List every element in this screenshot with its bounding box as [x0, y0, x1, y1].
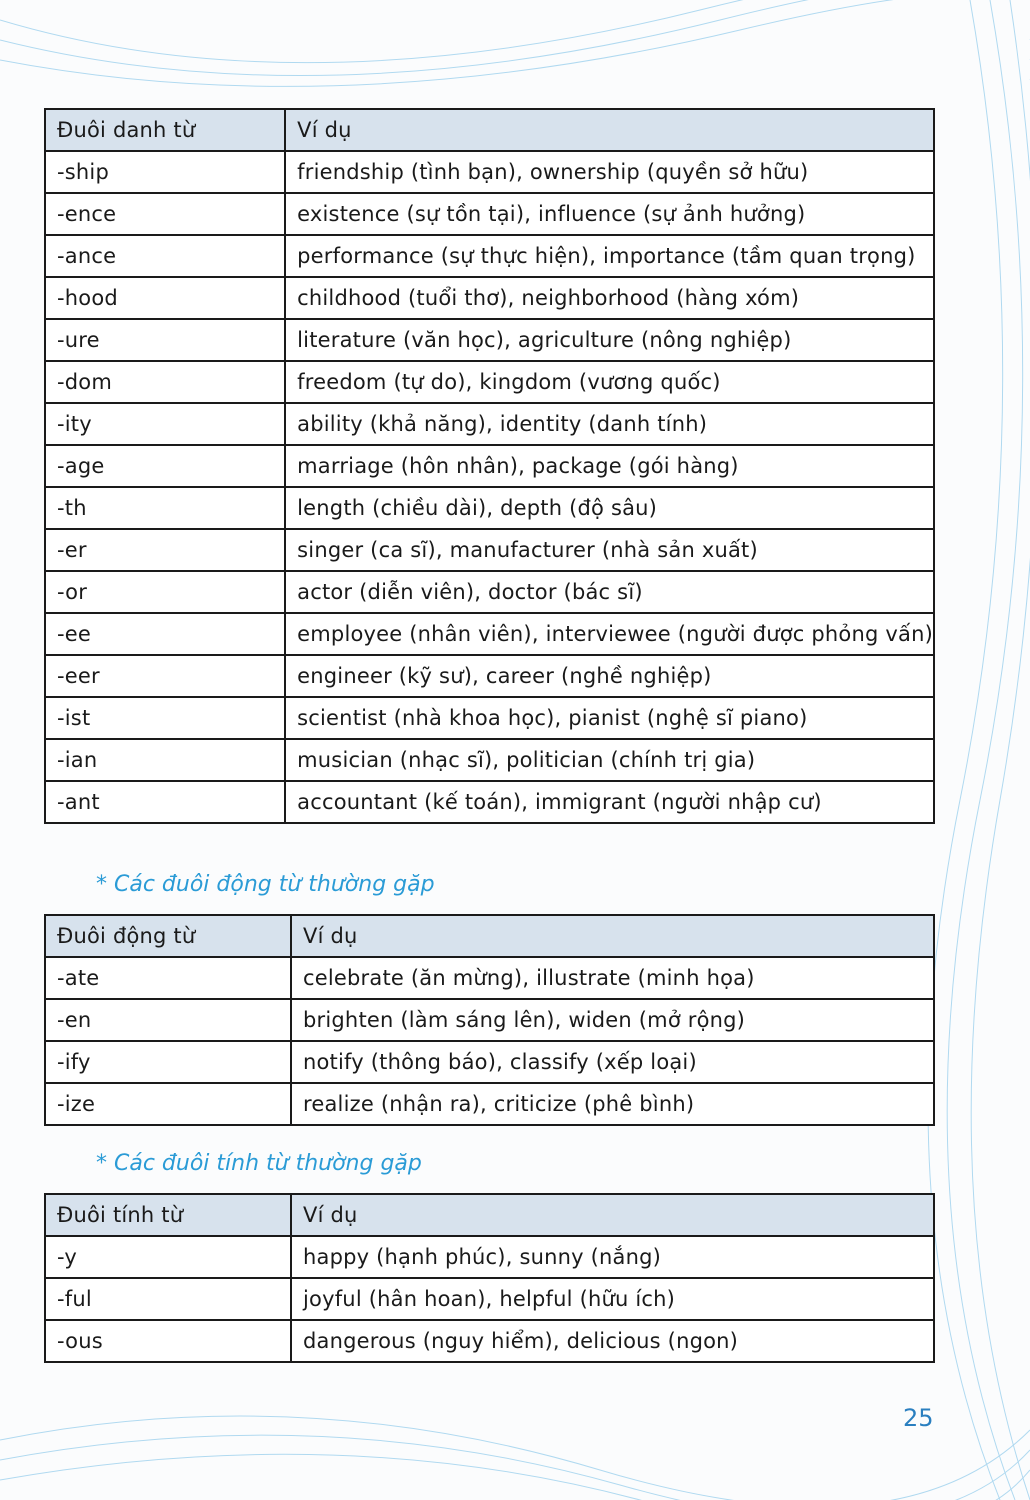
noun-suffix-table	[44, 108, 935, 824]
table-row	[45, 529, 934, 571]
header-suffix: Đuôi tính từ	[45, 1194, 291, 1236]
example-cell: celebrate (ăn mừng), illustrate (minh họa)	[291, 957, 934, 999]
suffix-cell: -th	[45, 487, 285, 529]
suffix-cell: -ship	[45, 151, 285, 193]
table-row	[45, 319, 934, 361]
example-cell: actor (diễn viên), doctor (bác sĩ)	[285, 571, 934, 613]
example-cell: employee (nhân viên), interviewee (người được phỏng vấn)	[285, 613, 934, 655]
header-example: Ví dụ	[285, 109, 934, 151]
example-cell: marriage (hôn nhân), package (gói hàng)	[285, 445, 934, 487]
table-row	[45, 957, 934, 999]
suffix-cell: -ity	[45, 403, 285, 445]
page-number: 25	[903, 1404, 934, 1432]
header-example: Ví dụ	[291, 1194, 934, 1236]
table-row	[45, 1278, 934, 1320]
suffix-cell: -ify	[45, 1041, 291, 1083]
table-row	[45, 403, 934, 445]
suffix-cell: -hood	[45, 277, 285, 319]
example-cell: childhood (tuổi thơ), neighborhood (hàng xóm)	[285, 277, 934, 319]
example-cell: accountant (kế toán), immigrant (người nhập cư)	[285, 781, 934, 823]
suffix-cell: -er	[45, 529, 285, 571]
example-cell: existence (sự tồn tại), influence (sự ảnh hưởng)	[285, 193, 934, 235]
suffix-cell: -or	[45, 571, 285, 613]
example-cell: freedom (tự do), kingdom (vương quốc)	[285, 361, 934, 403]
table-row	[45, 571, 934, 613]
table-row	[45, 697, 934, 739]
header-suffix: Đuôi danh từ	[45, 109, 285, 151]
table-row	[45, 151, 934, 193]
table-header-row	[45, 109, 934, 151]
suffix-cell: -age	[45, 445, 285, 487]
table-row	[45, 613, 934, 655]
suffix-cell: -ence	[45, 193, 285, 235]
suffix-cell: -ize	[45, 1083, 291, 1125]
example-cell: engineer (kỹ sư), career (nghề nghiệp)	[285, 655, 934, 697]
table-header-row	[45, 1194, 934, 1236]
table-row	[45, 739, 934, 781]
table-row	[45, 1041, 934, 1083]
table-row	[45, 1236, 934, 1278]
example-cell: brighten (làm sáng lên), widen (mở rộng)	[291, 999, 934, 1041]
table-row	[45, 193, 934, 235]
example-cell: dangerous (nguy hiểm), delicious (ngon)	[291, 1320, 934, 1362]
header-suffix: Đuôi động từ	[45, 915, 291, 957]
table-header-row	[45, 915, 934, 957]
header-example: Ví dụ	[291, 915, 934, 957]
example-cell: realize (nhận ra), criticize (phê bình)	[291, 1083, 934, 1125]
example-cell: literature (văn học), agriculture (nông nghiệp)	[285, 319, 934, 361]
suffix-cell: -ful	[45, 1278, 291, 1320]
suffix-cell: -en	[45, 999, 291, 1041]
suffix-cell: -eer	[45, 655, 285, 697]
table-row	[45, 361, 934, 403]
table-row	[45, 1083, 934, 1125]
suffix-cell: -ure	[45, 319, 285, 361]
table-row	[45, 655, 934, 697]
example-cell: joyful (hân hoan), helpful (hữu ích)	[291, 1278, 934, 1320]
table-row	[45, 1320, 934, 1362]
example-cell: notify (thông báo), classify (xếp loại)	[291, 1041, 934, 1083]
example-cell: friendship (tình bạn), ownership (quyền sở hữu)	[285, 151, 934, 193]
table-row	[45, 235, 934, 277]
adjective-section-heading: * Các đuôi tính từ thường gặp	[96, 1151, 422, 1176]
example-cell: scientist (nhà khoa học), pianist (nghệ sĩ piano)	[285, 697, 934, 739]
suffix-cell: -dom	[45, 361, 285, 403]
table-row	[45, 277, 934, 319]
adjective-suffix-table	[44, 1193, 935, 1363]
table-row	[45, 487, 934, 529]
suffix-cell: -ian	[45, 739, 285, 781]
verb-suffix-table	[44, 914, 935, 1126]
table-row	[45, 781, 934, 823]
suffix-cell: -ant	[45, 781, 285, 823]
table-row	[45, 999, 934, 1041]
suffix-cell: -ance	[45, 235, 285, 277]
example-cell: musician (nhạc sĩ), politician (chính trị gia)	[285, 739, 934, 781]
table-row	[45, 445, 934, 487]
verb-section-heading: * Các đuôi động từ thường gặp	[96, 872, 435, 897]
example-cell: performance (sự thực hiện), importance (tầm quan trọng)	[285, 235, 934, 277]
example-cell: singer (ca sĩ), manufacturer (nhà sản xuất)	[285, 529, 934, 571]
suffix-cell: -ist	[45, 697, 285, 739]
suffix-cell: -ous	[45, 1320, 291, 1362]
suffix-cell: -ate	[45, 957, 291, 999]
example-cell: ability (khả năng), identity (danh tính)	[285, 403, 934, 445]
suffix-cell: -ee	[45, 613, 285, 655]
example-cell: length (chiều dài), depth (độ sâu)	[285, 487, 934, 529]
suffix-cell: -y	[45, 1236, 291, 1278]
example-cell: happy (hạnh phúc), sunny (nắng)	[291, 1236, 934, 1278]
